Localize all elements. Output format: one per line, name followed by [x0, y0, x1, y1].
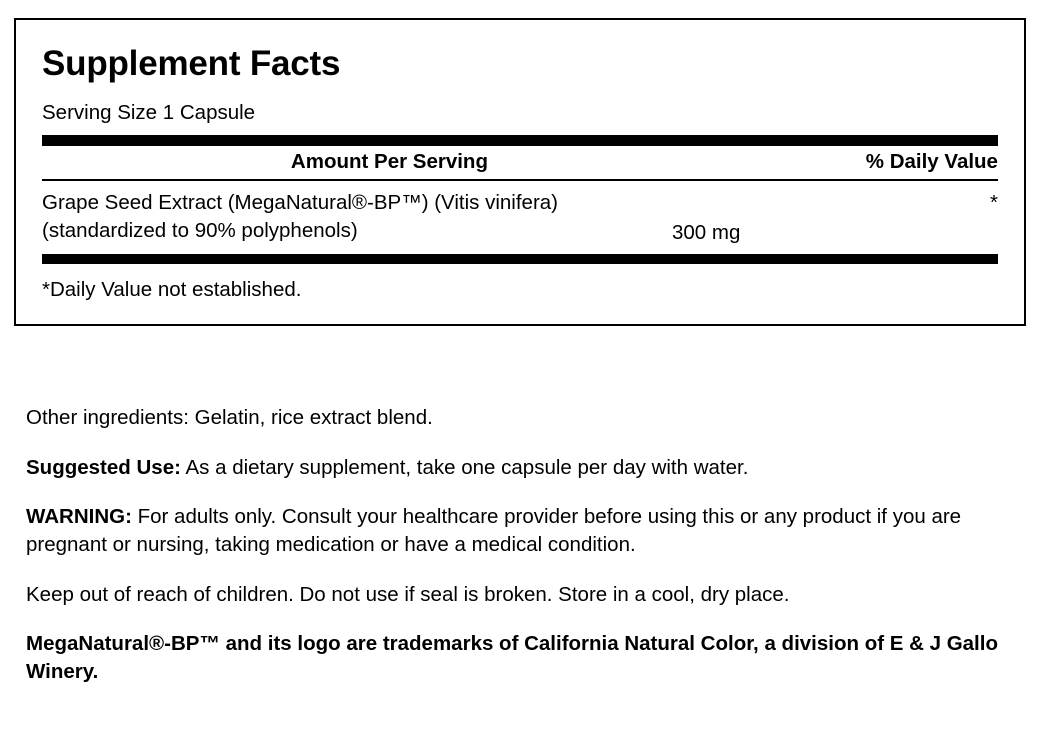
panel-title: Supplement Facts — [42, 44, 341, 83]
suggested-use-label: Suggested Use: — [26, 455, 181, 479]
warning-label: WARNING: — [26, 505, 132, 529]
divider-thick-bottom — [42, 254, 998, 264]
suggested-use — [26, 454, 1026, 482]
nutrient-row — [42, 181, 998, 253]
column-header-amount-per-serving: Amount Per Serving — [290, 150, 488, 174]
column-headers — [42, 146, 998, 179]
nutrient-daily-value: * — [990, 191, 998, 215]
warning-text: For adults only. Consult your healthcare provider before using this or any product if you are pregnant or nursing, taking medication or have a medical condition. — [26, 505, 962, 557]
supplement-facts-panel — [14, 18, 1026, 326]
daily-value-footnote: *Daily Value not established. — [42, 277, 302, 301]
nutrient-amount: 300 mg — [672, 221, 741, 245]
other-ingredients: Other ingredients: Gelatin, rice extract blend. — [26, 406, 433, 429]
column-header-daily-value: % Daily Value — [865, 150, 998, 174]
suggested-use-text: As a dietary supplement, take one capsule per day with water. — [180, 455, 749, 479]
label-body-text — [26, 404, 1026, 686]
keep-out-of-reach: Keep out of reach of children. Do not use if seal is broken. Store in a cool, dry place. — [26, 582, 790, 606]
nutrient-name-line-2: (standardized to 90% polyphenols) — [42, 219, 358, 243]
trademark-notice: MegaNatural®-BP™ and its logo are trademarks of California Natural Color, a division of E & J Gallo Winery. — [26, 632, 998, 684]
divider-thick-top — [42, 135, 998, 146]
nutrient-name-line-1: Grape Seed Extract (MegaNatural®-BP™) (Vitis vinifera) — [42, 191, 559, 215]
serving-size: Serving Size 1 Capsule — [42, 100, 256, 124]
warning — [26, 503, 1026, 558]
